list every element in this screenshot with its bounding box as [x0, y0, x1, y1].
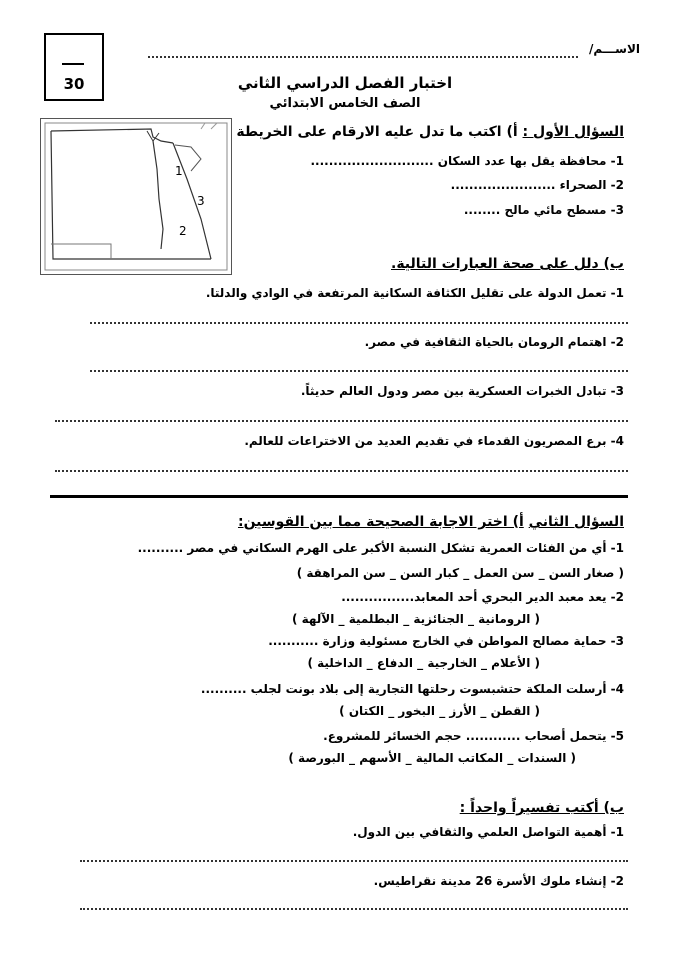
q1-b-item-2: 2- اهتمام الرومان بالحياة الثقافية في مصر. [364, 335, 624, 349]
q1-b-answer-line-4[interactable] [55, 470, 628, 472]
exam-title: اختبار الفصل الدراسي الثاني [237, 74, 453, 92]
q1-b-item-3: 3- تبادل الخبرات العسكرية بين مصر ودول العالم حديثاً. [300, 384, 624, 398]
q2-item-4: 4- أرسلت الملكة حتشبسوت رحلتها التجارية إلى بلاد بونت لجلب .......... [200, 682, 624, 696]
q1-b-item-4: 4- برع المصريون القدماء في تقديم العديد من الاختراعات للعالم. [244, 434, 624, 448]
egypt-map [40, 118, 232, 275]
q1-b-answer-line-1[interactable] [90, 322, 628, 324]
q2-part-a-instruction: أ) اختر الاجابة الصحيحة مما بين القوسين: [237, 514, 524, 530]
map-number-2: 2 [179, 224, 187, 238]
q1-b-answer-line-2[interactable] [90, 370, 628, 372]
q1-b-answer-line-3[interactable] [55, 420, 628, 422]
q1-part-a-instruction: أ) اكتب ما تدل عليه الارقام على الخريطة [236, 124, 518, 140]
q2-heading: السؤال الثاني [528, 514, 624, 530]
map-number-1: 1 [175, 164, 183, 178]
q2-item-2-options: ( الرومانية _ الجنائزية _ البطلمية _ الآلهة ) [291, 612, 540, 626]
grade-label: الصف الخامس الابتدائي [269, 96, 421, 111]
q2-b-item-1: 1- أهمية التواصل العلمي والثقافي بين الدول. [352, 825, 624, 839]
q2-item-1-options: ( صغار السن _ سن العمل _ كبار السن _ سن المراهقة ) [296, 566, 624, 580]
q2-item-2: 2- يعد معبد الدير البحري أحد المعابد................ [341, 590, 624, 604]
name-label: الاســـم/ [589, 42, 640, 56]
q2-b-item-2: 2- إنشاء ملوك الأسرة 26 مدينة نقراطيس. [373, 874, 624, 888]
q2-item-5: 5- يتحمل أصحاب ............ حجم الخسائر للمشروع. [323, 729, 624, 743]
q1-item-1: 1- محافظة يقل بها عدد السكان ........................... [310, 154, 624, 168]
q2-item-3-options: ( الأعلام _ الخارجية _ الدفاع _ الداخلية ) [307, 656, 540, 670]
map-number-3: 3 [197, 194, 205, 208]
q1-part-b-heading: ب) دلل على صحة العبارات التالية. [391, 256, 624, 272]
section-divider [50, 495, 628, 498]
q1-item-2: 2- الصحراء ....................... [450, 178, 624, 192]
score-blank-line [62, 63, 84, 65]
q2-part-b-heading: ب) أكتب تفسيراً واحداً : [459, 800, 624, 816]
q1-item-3: 3- مسطح مائي مالح ........ [463, 203, 624, 217]
q1-b-item-1: 1- تعمل الدولة على تقليل الكثافة السكانية المرتفعة في الوادي والدلتا. [205, 286, 624, 300]
egypt-map-drawing [41, 119, 231, 274]
q1-heading-row [236, 124, 624, 140]
score-box [44, 33, 104, 101]
q2-b-answer-line-1[interactable] [80, 860, 628, 862]
name-line[interactable] [148, 56, 578, 58]
q2-b-answer-line-2[interactable] [80, 908, 628, 910]
q2-item-3: 3- حماية مصالح المواطن في الخارج مسئولية وزارة ........... [268, 634, 624, 648]
q2-item-4-options: ( القطن _ الأرز _ البخور _ الكتان ) [339, 704, 540, 718]
q1-heading: السؤال الأول : [522, 124, 624, 140]
q2-item-5-options: ( السندات _ المكاتب المالية _ الأسهم _ البورصة ) [288, 751, 576, 765]
q2-item-1: 1- أي من الفئات العمرية تشكل النسبة الأكبر على الهرم السكاني في مصر .......... [137, 541, 624, 555]
q2-heading-row [238, 514, 624, 530]
score-total: 30 [63, 75, 85, 93]
